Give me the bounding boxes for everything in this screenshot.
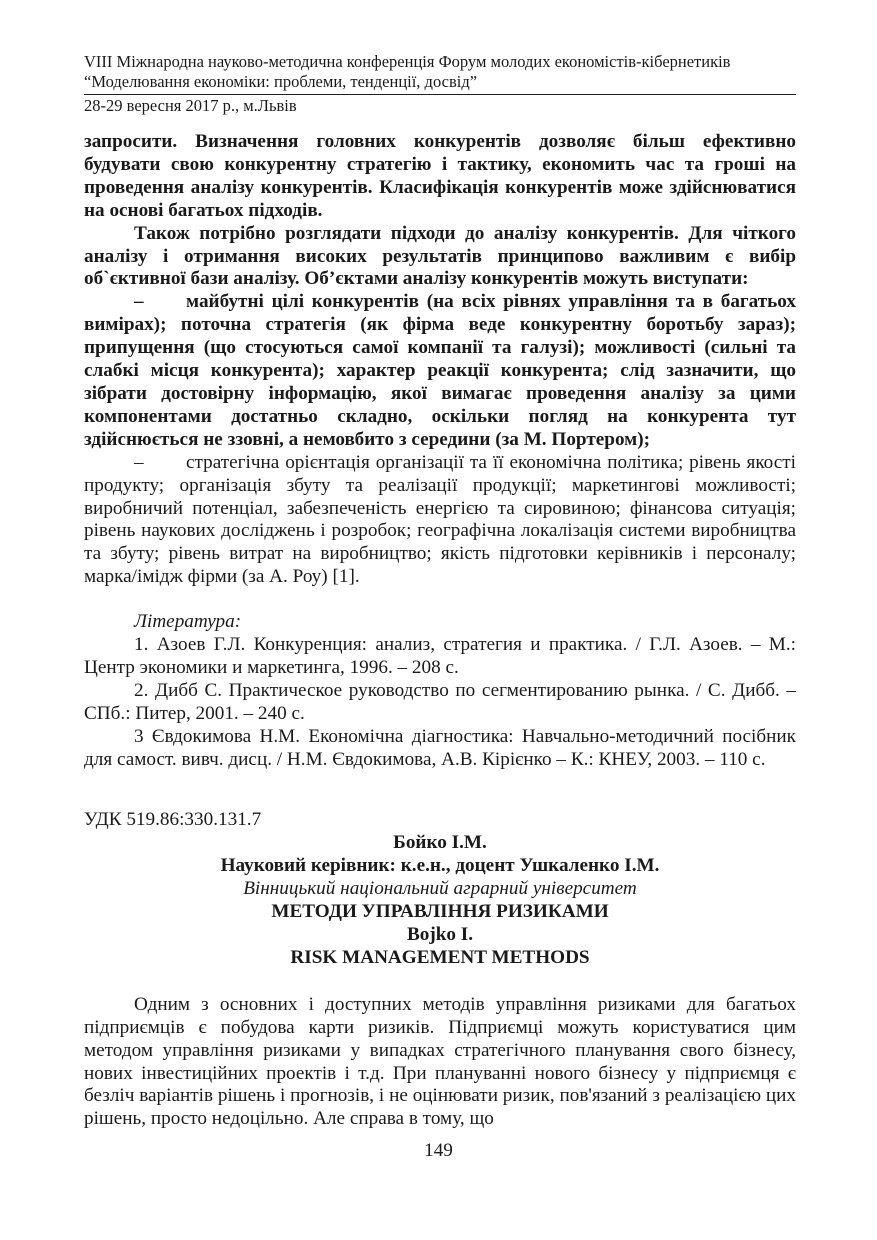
list-item-rowe	[84, 452, 796, 589]
dash-marker: –	[134, 451, 144, 473]
scientific-advisor: Науковий керівник: к.е.н., доцент Ушкаленко І.М.	[220, 855, 660, 877]
header-conference-title: “Моделювання економіки: проблеми, тенденції, досвід”	[84, 72, 478, 91]
page-number: 149	[424, 1140, 453, 1161]
udk-code: УДК 519.86:330.131.7	[84, 809, 262, 831]
reference-item: 2. Дибб С. Практическое руководство по сегментированию рынка. / С. Дибб. – СПб.: Питер, 2001. – 240 с.	[84, 679, 796, 724]
dash-marker: –	[134, 291, 144, 313]
literature-title: Література:	[134, 611, 242, 633]
list-item-text: стратегічна орієнтація організації та її економічна політика; рівень якості продукту; організація збуту та реалізації продукції; маркетингові можливості; виробничий потенціал, забезпеченість енергією та сировиною; фінансова ситуація; рівень наукових досліджень і розробок; географічна локалізація системи виробництва та збуту; рівень витрат на виробництво; якість підготовки керівників і персоналу; марка/імідж фірми (за А. Роу) [1].	[84, 451, 796, 588]
reference-item: 3 Євдокимова Н.М. Економічна діагностика: Навчально-методичний посібник для самост. вивч. дисц. / Н.М. Євдокимова, А.В. Кірієнко – К.: КНЕУ, 2003. – 110 с.	[84, 725, 796, 770]
page-body	[84, 131, 796, 1131]
paragraph-continuation: запросити. Визначення головних конкурентів дозволяє більш ефективно будувати свою конкурентну стратегію і тактику, економить час та гроші на проведення аналізу конкурентів. Класифікація конкурентів може здійснюватися на основі багатьох підходів.	[84, 131, 796, 221]
article-title-ua: МЕТОДИ УПРАВЛІННЯ РИЗИКАМИ	[271, 901, 609, 923]
author-ua: Бойко І.М.	[393, 832, 487, 854]
literature-section	[84, 611, 796, 771]
author-en: Bojko I.	[406, 924, 474, 945]
running-header	[84, 52, 796, 95]
header-date: 28-29 вересня 2017 р., м.Львів	[84, 96, 297, 115]
reference-item: 1. Азоев Г.Л. Конкуренция: анализ, стратегия и практика. / Г.Л. Азоев. – М.: Центр экономики и маркетинга, 1996. – 208 с.	[84, 634, 796, 678]
article-abstract: Одним з основних і доступних методів управління ризиками для багатьох підприємців є побудова карти ризиків. Підприємці можуть користуватися цим методом управління ризиками у випадках стратегічного планування свого бізнесу, нових інвестиційних проектів і т.д. При плануванні нового бізнесу у підприємця є безліч варіантів рішень і прогнозів, і не оцінювати ризик, пов'язаний з реалізацією цих рішень, просто недоцільно. Але справа в тому, що	[84, 993, 796, 1130]
header-conference: VIII Міжнародна науково-методична конференція Форум молодих економістів-кібернетиків	[84, 52, 731, 71]
article-title-en: RISK MANAGEMENT METHODS	[290, 946, 590, 968]
header-rule	[84, 94, 796, 95]
paragraph-approaches: Також потрібно розглядати підходи до аналізу конкурентів. Для чіткого аналізу і отримання високих результатів принципово важливим є вибір об`єктивної бази аналізу. Об’єктами аналізу конкурентів можуть виступати:	[84, 222, 796, 290]
list-item-text: майбутні цілі конкурентів (на всіх рівнях управління та в багатьох вимірах); поточна стратегія (як фірма веде конкурентну боротьбу зараз); припущення (що стосуються самої компанії та галузі); можливості (сильні та слабкі місця конкурента); характер реакції конкурента; слід зазначити, що зібрати достовірну інформацію, якої вимагає проведення аналізу за цими компонентами достатньо складно, оскільки погляд на конкурента тут здійснюється не ззовні, а немовбито з середини (за М. Портером);	[84, 291, 796, 450]
list-item-porter	[84, 291, 796, 451]
affiliation: Вінницький національний аграрний університет	[243, 878, 637, 900]
